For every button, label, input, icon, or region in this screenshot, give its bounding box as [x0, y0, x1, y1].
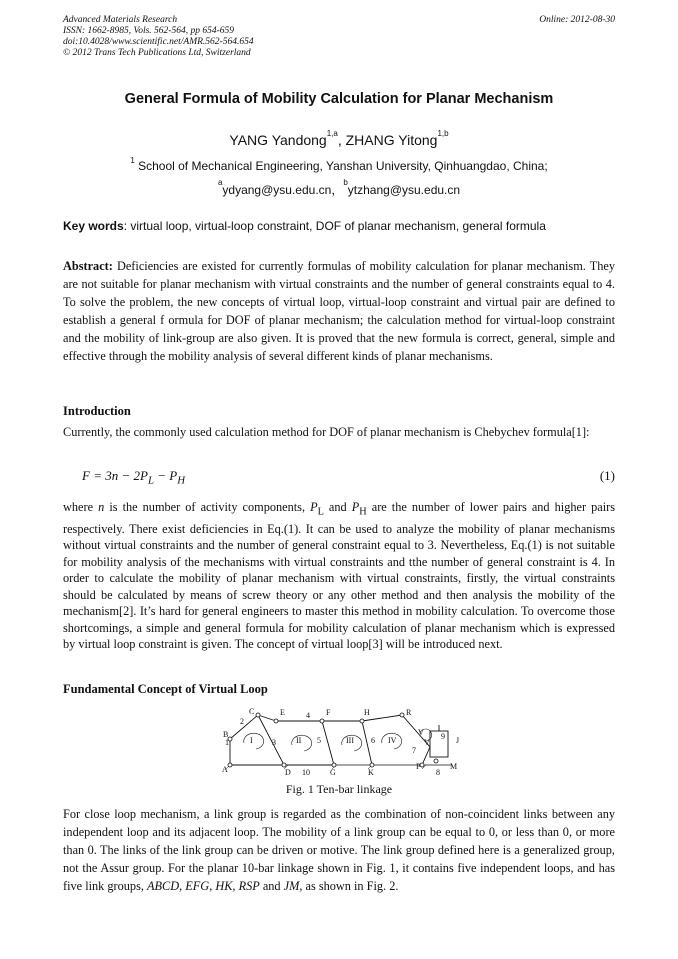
- loop-II: II: [296, 736, 302, 745]
- author-separator: ,: [337, 132, 346, 148]
- author-line: [0, 129, 678, 148]
- p3-text-c: , as shown in Fig. 2.: [299, 879, 399, 893]
- label-D: D: [285, 768, 291, 777]
- label-A: A: [222, 765, 228, 774]
- keywords-text: : virtual loop, virtual-loop constraint, DOF of planar mechanism, general formula: [123, 219, 546, 233]
- label-G: G: [330, 768, 336, 777]
- paper-title: General Formula of Mobility Calculation for Planar Mechanism: [124, 91, 554, 107]
- num-7: 7: [412, 746, 416, 755]
- p2-text-c: and: [323, 500, 352, 514]
- label-M: M: [450, 762, 458, 771]
- loop-IV: IV: [388, 736, 397, 745]
- num-1: 1: [225, 738, 229, 747]
- email-a-marker: a: [217, 178, 223, 187]
- p3-groups: ABCD, EFG, HK, RSP: [147, 879, 260, 893]
- email-a[interactable]: ydyang@ysu.edu.cn: [222, 183, 332, 197]
- affiliation: [0, 156, 678, 173]
- journal-name: Advanced Materials Research: [63, 15, 178, 25]
- email-b-marker: b: [343, 178, 348, 187]
- figure-1-caption: Fig. 1 Ten-bar linkage: [285, 782, 393, 796]
- var-n: n: [98, 500, 105, 514]
- affiliation-marker: 1: [130, 156, 135, 165]
- doi-line: doi:10.4028/www.scientific.net/AMR.562-564.654: [63, 37, 254, 47]
- label-R: R: [406, 708, 412, 717]
- copyright-line: © 2012 Trans Tech Publications Ltd, Switzerland: [63, 48, 251, 58]
- abstract-label: Abstract:: [63, 259, 113, 273]
- label-C: C: [249, 707, 255, 716]
- num-8: 8: [436, 768, 440, 777]
- p3-text-b: and: [259, 879, 284, 893]
- var-pl: P: [310, 500, 318, 514]
- num-4: 4: [306, 711, 310, 720]
- loop-I: I: [250, 736, 253, 745]
- var-ph: P: [351, 500, 360, 514]
- var-pl-sub: L: [317, 506, 324, 518]
- figure-1-ten-bar-linkage: [222, 703, 468, 777]
- p2-text-b: is the number of activity components,: [104, 500, 311, 514]
- keywords: [63, 219, 615, 233]
- label-H: H: [364, 708, 370, 717]
- num-3: 3: [272, 738, 276, 747]
- equation-mid: − P: [153, 468, 178, 483]
- affiliation-text: School of Mechanical Engineering, Yanshan University, Qinhuangdao, China;: [134, 159, 548, 173]
- label-K: K: [368, 768, 374, 777]
- var-ph-sub: H: [359, 506, 367, 518]
- label-F: F: [326, 708, 331, 717]
- equation-sub-l: L: [147, 474, 154, 487]
- p2-text-d: are the number of lower pairs and higher pairs respectively. There exist deficiencies in Eq.(1). It can be used to analyze the mobility of planar mechanisms without virtual constraints and the number of general constraint equal to 3. Nevertheless, Eq.(1) is not suitable for mobility analysis of the mechanisms with virtual constraints and tthe number of general constraint is 4. In order to calculate the mobility of planar mechanism with virtual constraints, firstly, the virtual constraints should be calculated by means of screw theory or any other method and then analysis the mobility of the mechanism[2]. It’s hard for general engineers to master this method in mobility calculation. To overcome those shortcomings, a simple and general formula for mobility calculation of planar mechanism which is expressed by virtual loop constraint is given. The concept of virtual loop[3] will be introduced next.: [63, 500, 616, 652]
- p3-jm: JM: [283, 879, 300, 893]
- links: [230, 715, 448, 765]
- linkage-diagram: [222, 703, 468, 777]
- equation-1: [82, 468, 615, 487]
- running-header: [63, 15, 615, 59]
- keywords-label: Key words: [63, 219, 124, 233]
- issn-line: ISSN: 1662-8985, Vols. 562-564, pp 654-659: [63, 26, 234, 36]
- label-E: E: [280, 708, 285, 717]
- label-V: V: [418, 728, 424, 737]
- equation-lhs: F = 3n − 2P: [82, 468, 148, 483]
- email-b[interactable]: ytzhang@ysu.edu.cn: [347, 183, 461, 197]
- equation-number: (1): [599, 468, 615, 483]
- section-2-heading: Fundamental Concept of Virtual Loop: [63, 682, 268, 696]
- ground-hatch: [226, 765, 426, 769]
- loop-V: V: [424, 738, 430, 747]
- section-2-paragraph: [63, 805, 615, 895]
- intro-heading: Introduction: [63, 404, 131, 418]
- author-1-affil: 1,a: [326, 129, 338, 138]
- email-separator: ，: [331, 183, 344, 197]
- author-2-affil: 1,b: [437, 129, 449, 138]
- label-J: J: [456, 736, 460, 745]
- num-5: 5: [317, 736, 321, 745]
- num-9: 9: [441, 732, 445, 741]
- author-1: YANG Yandong: [229, 132, 327, 148]
- num-2: 2: [240, 717, 244, 726]
- equation-sub-h: H: [177, 474, 186, 487]
- label-B: B: [223, 730, 229, 739]
- num-6: 6: [371, 736, 375, 745]
- loop-III: III: [346, 736, 354, 745]
- label-P: P: [416, 762, 421, 771]
- p3-text-a: For close loop mechanism, a link group is regarded as the combination of non-coincident links between any independent loop and its adjacent loop. The mobility of a link group can be equal to 0, or less than 0, or more than 0. The links of the link group can be driven or motive. The link group defined here is a generalized group, not the Assur group. For the planar 10-bar linkage shown in Fig. 1, it contains five independent loops, and has five link groups,: [63, 807, 615, 893]
- email-line: [0, 178, 678, 198]
- abstract-paragraph: [63, 257, 615, 365]
- num-10: 10: [302, 768, 310, 777]
- online-date: Online: 2012-08-30: [539, 15, 615, 25]
- intro-paragraph-2: [63, 499, 615, 653]
- p2-text-a: where: [63, 500, 99, 514]
- intro-paragraph-1: Currently, the commonly used calculation method for DOF of planar mechanism is Chebychev formula[1]:: [63, 425, 590, 439]
- abstract-text: Deficiencies are existed for currently formulas of mobility calculation for planar mechanism. They are not suitable for planar mechanism with virtual constraints and the number of general constraints equal to 4. To solve the problem, the new concepts of virtual loop, virtual-loop constraint and virtual pair are defined to establish a general f ormula for DOF of planar mechanism; the calculation method for virtual-loop constraint and the mobility of link-group are also given. It is proved that the new formula is correct, general, simple and effective through the mobility analysis of several different kinds of planar mechanisms.: [63, 259, 615, 363]
- author-2: ZHANG Yitong: [345, 132, 438, 148]
